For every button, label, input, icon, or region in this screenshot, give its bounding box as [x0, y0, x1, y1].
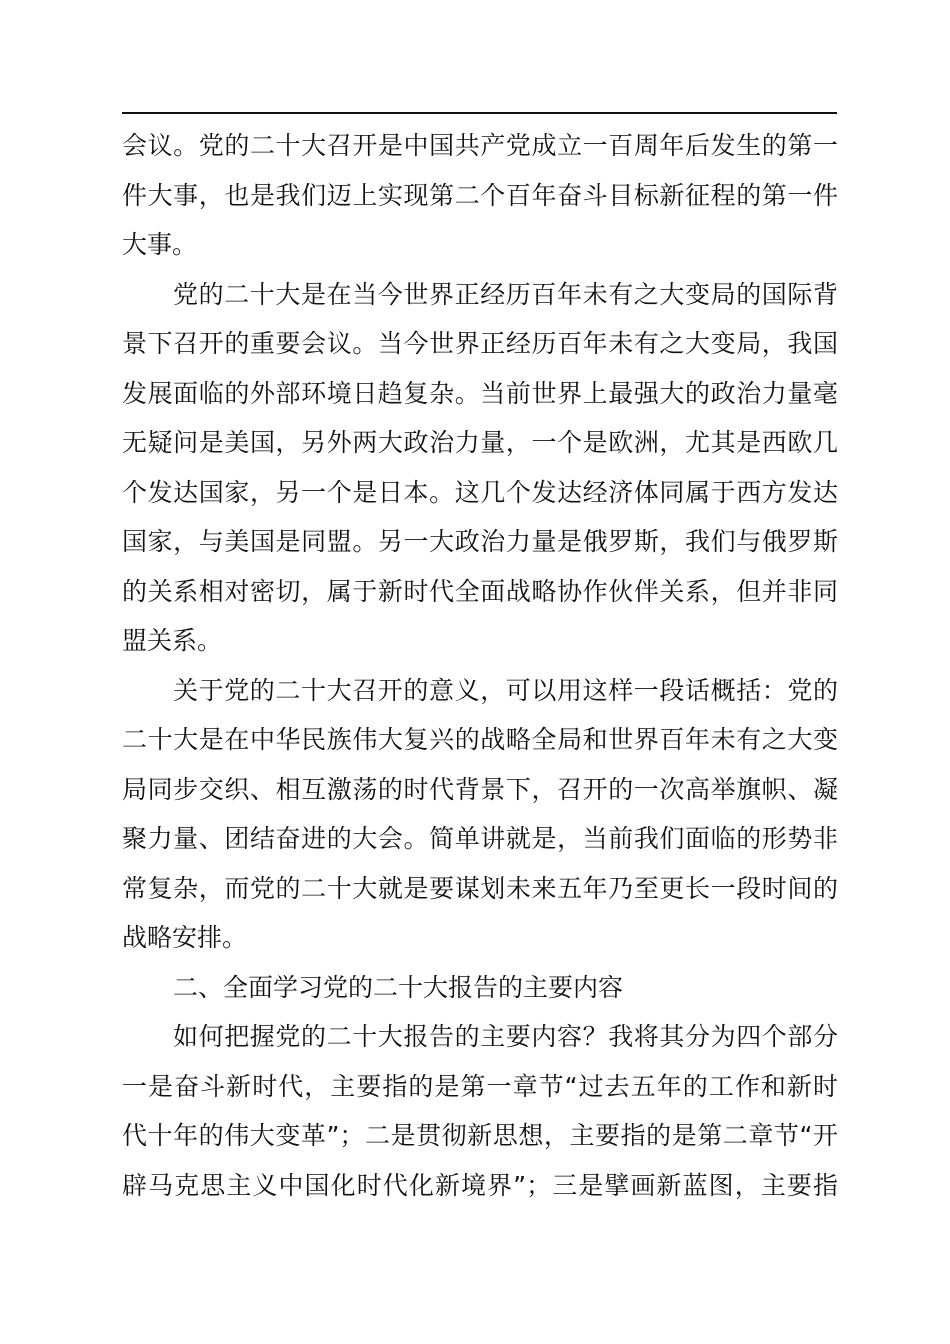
- paragraph-start-line: 关于党的二十大召开的意义，可以用这样一段话概括：党的: [173, 675, 838, 705]
- paragraph-start-line: 如何把握党的二十大报告的主要内容？我将其分为四个部分: [173, 1022, 838, 1051]
- section-heading: 二、全面学习党的二十大报告的主要内容: [173, 972, 624, 1002]
- text-line: 国家，与美国是同盟。另一大政治力量是俄罗斯，我们与俄罗斯: [122, 527, 838, 556]
- text-line: 聚力量、团结奋进的大会。简单讲就是，当前我们面临的形势非: [122, 824, 838, 853]
- text-line: 无疑问是美国，另外两大政治力量，一个是欧洲，尤其是西欧几: [122, 428, 838, 457]
- text-line: 会议。党的二十大召开是中国共产党成立一百周年后发生的第一: [122, 131, 838, 160]
- text-line: 件大事，也是我们迈上实现第二个百年奋斗目标新征程的第一件: [122, 180, 838, 210]
- paragraph-start-line: 党的二十大是在当今世界正经历百年未有之大变局的国际背: [173, 279, 838, 309]
- text-line: 战略安排。: [122, 923, 248, 952]
- body-text: [122, 121, 838, 1210]
- header-rule: [122, 112, 837, 114]
- text-line: 景下召开的重要会议。当今世界正经历百年未有之大变局，我国: [122, 329, 838, 358]
- text-line: 辟马克思主义中国化时代化新境界”；三是擘画新蓝图，主要指: [122, 1170, 838, 1200]
- text-line: 常复杂，而党的二十大就是要谋划未来五年乃至更长一段时间的: [122, 873, 838, 903]
- text-line: 局同步交织、相互激荡的时代背景下，召开的一次高举旗帜、凝: [122, 774, 838, 804]
- text-line: 的关系相对密切，属于新时代全面战略协作伙伴关系，但并非同: [122, 576, 838, 606]
- text-line: 大事。: [122, 230, 198, 259]
- text-line: 二十大是在中华民族伟大复兴的战略全局和世界百年未有之大变: [122, 725, 838, 754]
- text-line: 个发达国家，另一个是日本。这几个发达经济体同属于西方发达: [122, 477, 838, 507]
- text-line: 发展面临的外部环境日趋复杂。当前世界上最强大的政治力量毫: [122, 378, 838, 408]
- text-line: 盟关系。: [122, 626, 223, 655]
- text-line: 代十年的伟大变革”；二是贯彻新思想，主要指的是第二章节“开: [122, 1121, 838, 1150]
- text-line: 一是奋斗新时代，主要指的是第一章节“过去五年的工作和新时: [122, 1071, 838, 1101]
